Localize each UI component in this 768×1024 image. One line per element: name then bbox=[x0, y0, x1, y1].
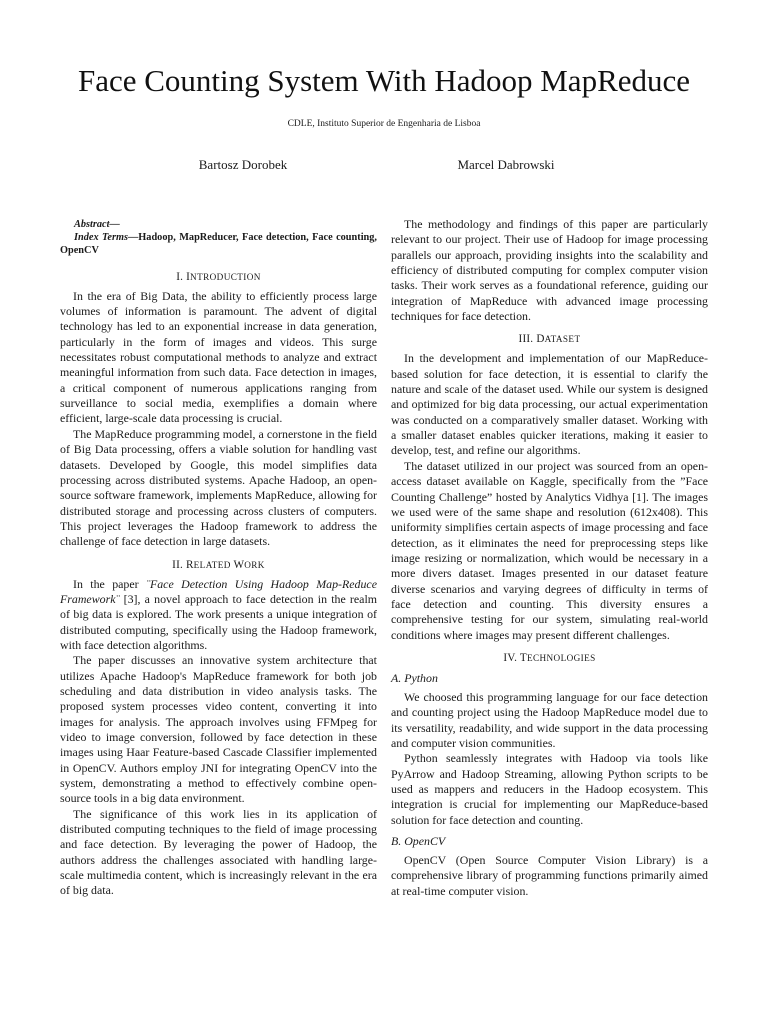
subsection-heading-opencv: B. OpenCV bbox=[391, 834, 446, 849]
author-1: Bartosz Dorobek bbox=[198, 157, 288, 172]
author-2: Marcel Dabrowski bbox=[457, 157, 555, 172]
intro-paragraph-1: In the era of Big Data, the ability to efficiently process large volumes of information is paramount. The advent of digital technology has led to an exponential increase in data generation, particularly in the form of images and videos. This surge necessitates robust computational methods to analyze and extract meaningful information from such data. Face detection in images, a critical component of numerous applications ranging from surveillance to social media, exemplifies a domain where efficient, large-scale data processing is crucial. bbox=[60, 288, 377, 426]
section-heading-technologies: IV. TECHNOLOGIES bbox=[503, 651, 596, 664]
related-paragraph-3: The significance of this work lies in its application of distributed computing techniques to the field of image processing and face detection. By leveraging the power of Hadoop, the authors address the challenges associated with handling large-scale multimedia content, which is increasingly relevant in the era of big data. bbox=[60, 806, 377, 898]
affiliation: CDLE, Instituto Superior de Engenharia de Lisboa bbox=[287, 119, 481, 129]
left-column bbox=[60, 219, 377, 899]
section-heading-dataset: III. DATASET bbox=[518, 333, 581, 346]
related-paragraph-2: The paper discusses an innovative system architecture that utilizes Apache Hadoop's MapReduce framework for both job scheduling and data distribution in video analysis tasks. The proposed system processes video content, converting it into images for analysis. The approach involves using FFMpeg for video to image conversion, followed by face detection in these images using Haar Feature-based Cascade Classifier implemented in OpenCV. Authors employ JNI for integrating OpenCV into the system, demonstrating a method to effectively combine open-source tools in a big data environment. bbox=[60, 653, 377, 806]
opencv-paragraph-1: OpenCV (Open Source Computer Vision Library) is a comprehensive library of programming functions primarily aimed at real-time computer vision. bbox=[391, 853, 708, 898]
related-paragraph-1: In the paper ¨Face Detection Using Hadoop Map-Reduce Framework¨ [3], a novel approach to face detection in the realm of big data is explored. The work presents a unique integration of distributed computing, specifically using the Hadoop framework, with face detection algorithms. bbox=[60, 576, 377, 652]
paper-title: Face Counting System With Hadoop MapReduce bbox=[77, 63, 691, 98]
related-paragraph-4: The methodology and findings of this paper are particularly relevant to our project. Their use of Hadoop for image processing parallels our approach, providing insights into the scalability and efficiency of distributed computing for complex computer vision tasks. Their work serves as a foundational reference, guiding our integration of MapReduce with advanced image processing techniques for face detection. bbox=[391, 217, 708, 324]
index-terms-text: —Hadoop, MapReducer, Face detection, Face counting, OpenCV bbox=[60, 231, 377, 256]
cited-paper-title: ¨Face Detection Using Hadoop Map-Reduce Framework¨ bbox=[60, 576, 377, 606]
python-paragraph-1: We choosed this programming language for our face detection and counting project using the Hadoop MapReduce model due to its versatility, readability, and wide support in the data processing and computer vision communities. bbox=[391, 689, 708, 750]
dataset-paragraph-2: The dataset utilized in our project was sourced from an open-access dataset available on Kaggle, specifically from the ”Face Counting Challenge” hosted by Analytics Vidhya [1]. The images we used were of the same shape and resolution (612x408). This uniformity simplifies certain aspects of image processing and face detection, as it eliminates the need for preprocessing steps like image resizing or normalization, which would be necessary in a more divers dataset. Images presented in our dataset feature diverse scenarios and varying degrees of difficulty in terms of face detection and counting. This diversity ensures a comprehensive testing for our system, simulating real-world conditions where images may present different challenges. bbox=[391, 458, 708, 642]
right-column bbox=[391, 217, 708, 899]
abstract bbox=[60, 219, 377, 258]
dataset-paragraph-1: In the development and implementation of our MapReduce-based solution for face detection, it is essential to clarify the nature and scale of the dataset used. While our system is designed and optimized for big data processing, our actual experimentation was conducted on a comparatively smaller dataset. Working with a smaller dataset enables quicker iterations, making it easier to develop, test, and refine our algorithms. bbox=[391, 351, 708, 458]
section-heading-related-work: II. RELATED WORK bbox=[172, 558, 265, 571]
subsection-heading-python: A. Python bbox=[391, 670, 438, 685]
abstract-label: Abstract— bbox=[74, 219, 120, 230]
section-heading-introduction: I. INTRODUCTION bbox=[176, 270, 261, 283]
index-terms-label: Index Terms bbox=[74, 231, 128, 243]
intro-paragraph-2: The MapReduce programming model, a cornerstone in the field of Big Data processing, offers a viable solution for handling vast datasets. Developed by Google, this model simplifies data processing across distributed systems. Apache Hadoop, an open-source software framework, implements MapReduce, allowing for distributed storage and processing across clusters of computers. This project leverages the Hadoop framework to address the challenge of face detection in large datasets. bbox=[60, 426, 377, 549]
python-paragraph-2: Python seamlessly integrates with Hadoop via tools like PyArrow and Hadoop Streaming, allowing Python scripts to be used as mappers and reducers in the Hadoop ecosystem. This integration is crucial for implementing our MapReduce-based solution for face detection and counting. bbox=[391, 751, 708, 827]
